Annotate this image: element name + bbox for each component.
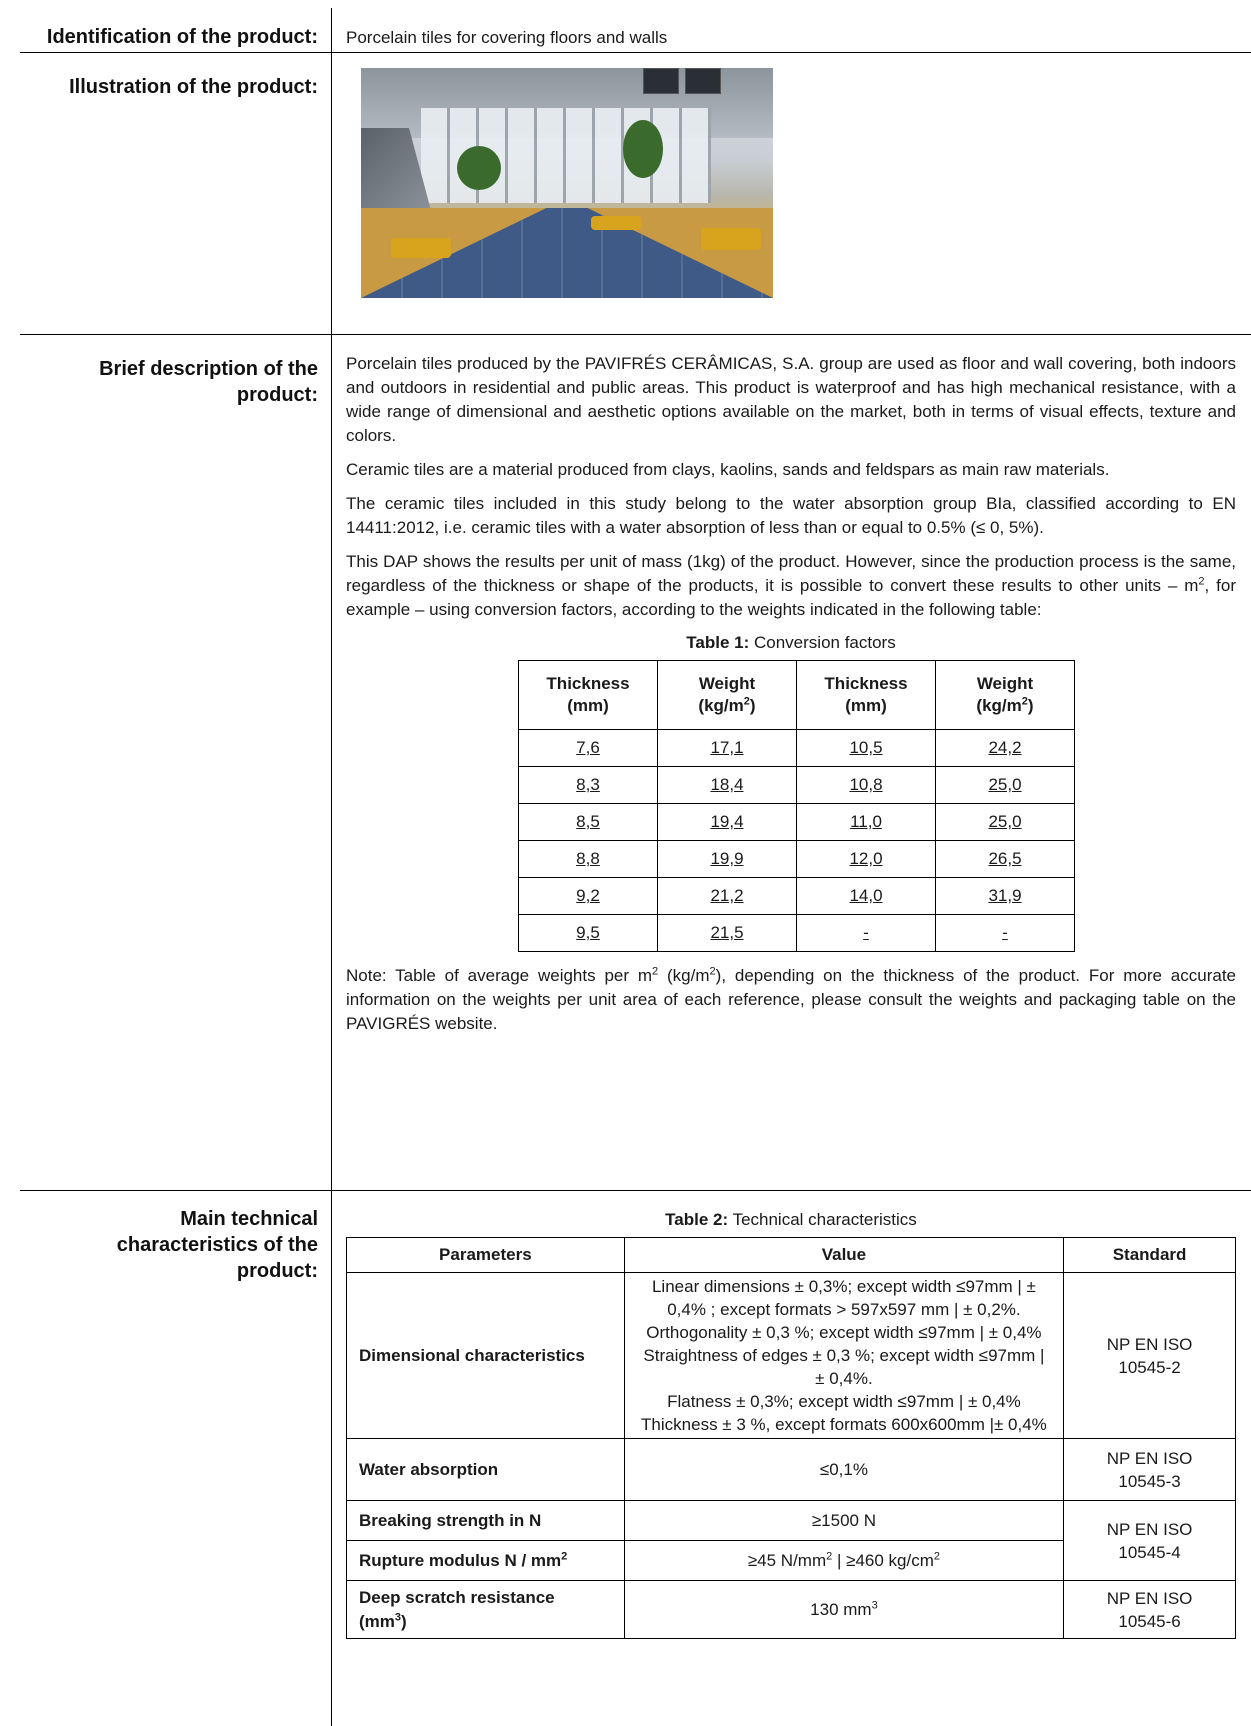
table-row: 8,8 19,9 12,0 26,5	[519, 841, 1075, 878]
value-cell: Linear dimensions ± 0,3%; except width ≤97mm | ± 0,4% ; except formats > 597x597 mm | ± 0,2%. Orthogonality ± 0,3 %; except width ≤97mm | ± 0,4% Straightness of edges ± 0,3 %; except width ≤97mm | ± 0,4%. Flatness ± 0,3%; except width ≤97mm | ± 0,4% Thickness ± 3 %, except formats 600x600mm |± 0,4%	[624, 1273, 1063, 1439]
table2-header-row	[347, 1238, 1236, 1273]
description-label	[20, 356, 318, 408]
standard-cell: NP EN ISO 10545-3	[1064, 1439, 1236, 1501]
description-paragraph: Porcelain tiles produced by the PAVIFRÉS CERÂMICAS, S.A. group are used as floor and wall covering, both indoors and outdoors in residential and public areas. This product is waterproof and has high mechanical resistance, with a wide range of dimensional and aesthetic options available on the market, both in terms of visual effects, texture and colors.	[346, 354, 1236, 445]
illustration-seat	[591, 216, 641, 230]
table1-header-cell: Weight $(kg/m^2)$	[936, 661, 1075, 730]
illustration-plant	[623, 120, 663, 178]
description-label-line2: product:	[236, 384, 318, 406]
p4-text: This DAP shows the results per unit of mass (1kg) of the product. However, since the production process is the same, regardless of the thickness or shape of the products, it is possible to convert these results to other units – m	[346, 552, 1236, 595]
value-cell: ≤0,1%	[624, 1439, 1063, 1501]
param-cell: Water absorption	[347, 1439, 625, 1501]
technical-content	[346, 1205, 1236, 1639]
column-divider	[331, 8, 332, 1726]
table1-header-row	[519, 661, 1075, 730]
p4-text-after: , for example – using conversion factors, according to the weights indicated in the following table:	[346, 576, 1236, 619]
product-illustration-image	[361, 68, 773, 298]
value-cell: ≥45 $N/mm^2$ | ≥460 $kg/cm^2$	[624, 1541, 1063, 1581]
table1-note: Note: Table of average weights per $m^2$ $(kg/m^2)$, depending on the thickness of the product. For more accurate information on the weights per unit area of each reference, please consult the weights and packaging table on the PAVIGRÉS website.	[346, 965, 1237, 1033]
param-cell: Dimensional characteristics	[347, 1273, 625, 1439]
row-divider-description	[20, 1190, 1251, 1191]
identification-text: Porcelain tiles for covering floors and walls	[346, 28, 668, 47]
table1-caption-bold: Table 1:	[686, 633, 750, 652]
table2-header-cell: Value	[624, 1238, 1063, 1273]
standard-cell: NP EN ISO 10545-6	[1064, 1581, 1236, 1639]
table-row: 8,5 19,4 11,0 25,0	[519, 804, 1075, 841]
illustration-plant	[457, 146, 501, 190]
identification-label: Identification of the product:	[46, 26, 318, 48]
table2-header-cell: Standard	[1064, 1238, 1236, 1273]
description-content	[346, 352, 1236, 1046]
table-row: 9,2 21,2 14,0 31,9	[519, 878, 1075, 915]
description-label-line1: Brief description of the	[99, 358, 318, 380]
row-divider-illustration	[20, 334, 1251, 335]
table-row: 8,3 18,4 10,8 25,0	[519, 767, 1075, 804]
technical-label-line3: product:	[236, 1260, 318, 1282]
p4-sup: 2	[1198, 575, 1205, 588]
technical-characteristics-table	[346, 1237, 1236, 1639]
table2-header-cell: Parameters	[347, 1238, 625, 1273]
conversion-factors-table	[518, 660, 1075, 952]
standard-cell: NP EN ISO 10545-4	[1064, 1501, 1236, 1581]
table1-caption-text: Conversion factors	[749, 633, 896, 652]
description-paragraph: The ceramic tiles included in this study belong to the water absorption group BIa, classified according to EN 14411:2012, i.e. ceramic tiles with a water absorption of less than or equal to 0.5% (≤ 0, 5%).	[346, 494, 1236, 537]
description-paragraph	[346, 550, 1236, 622]
table-row	[347, 1439, 1236, 1501]
table1-header-cell: Weight $(kg/m^2)$	[658, 661, 797, 730]
illustration-sign	[643, 68, 679, 94]
table-row	[347, 1501, 1236, 1541]
table-row	[347, 1581, 1236, 1639]
table-row	[347, 1273, 1236, 1439]
standard-cell: NP EN ISO 10545-2	[1064, 1273, 1236, 1439]
technical-label-line2: characteristics of the	[116, 1234, 318, 1256]
illustration-seat	[391, 238, 451, 258]
description-paragraph: Ceramic tiles are a material produced from clays, kaolins, sands and feldspars as main raw materials.	[346, 460, 1110, 479]
param-cell: Breaking strength in N	[347, 1501, 625, 1541]
param-cell: Rupture modulus N / $mm^2$	[347, 1541, 625, 1581]
technical-label	[20, 1206, 318, 1284]
table-row: 7,6 17,1 10,5 24,2	[519, 730, 1075, 767]
value-cell: ≥1500 N	[624, 1501, 1063, 1541]
value-cell: 130 $mm^3$	[624, 1581, 1063, 1639]
param-cell: Deep scratch resistance $(mm^3)$	[347, 1581, 625, 1639]
table1-header-cell: Thickness (mm)	[519, 661, 658, 730]
table1-caption	[346, 632, 1236, 654]
table-row: 9,5 21,5 - -	[519, 915, 1075, 952]
technical-label-line1: Main technical	[180, 1208, 318, 1230]
table1-header-cell: Thickness (mm)	[797, 661, 936, 730]
illustration-label: Illustration of the product:	[69, 76, 318, 98]
illustration-seat	[701, 228, 761, 250]
table2-caption: Table 2: Technical characteristics	[665, 1210, 917, 1229]
illustration-sign	[685, 68, 721, 94]
row-divider-identification	[20, 52, 1251, 53]
